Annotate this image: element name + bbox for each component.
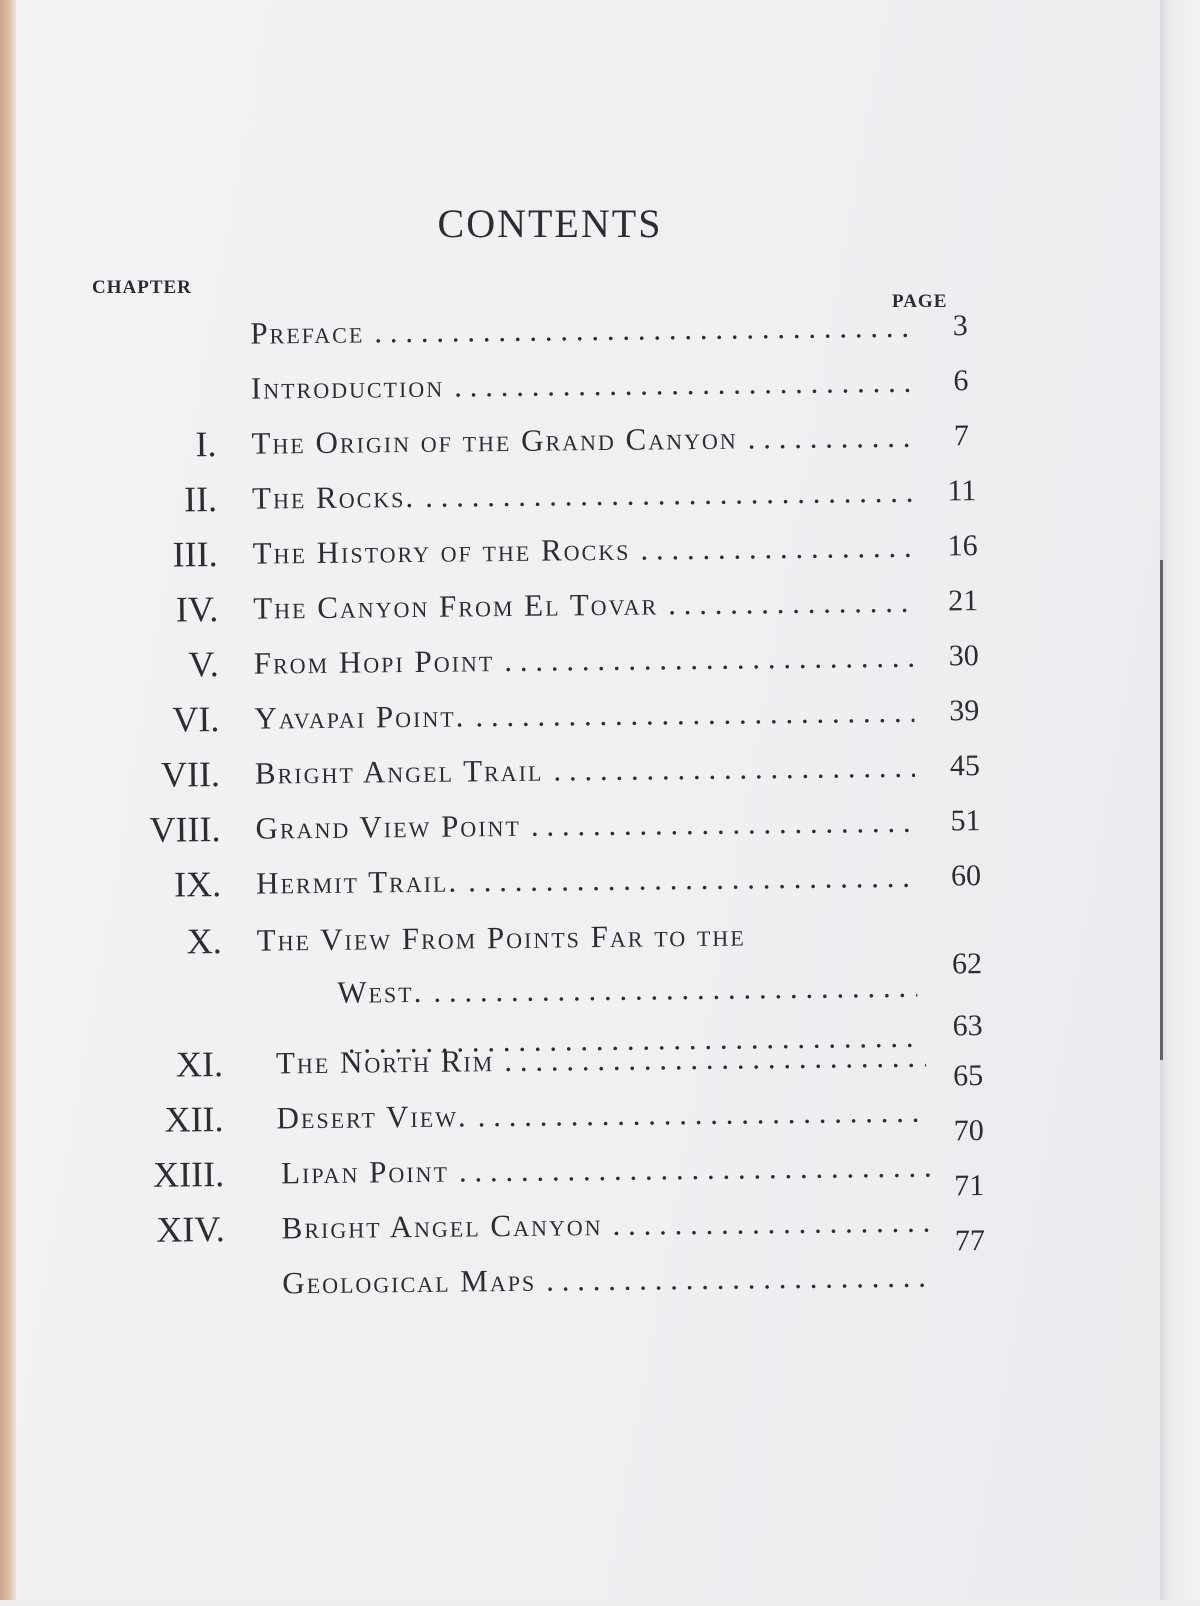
page-number: 71 [954, 1169, 985, 1203]
entry-title-row [255, 797, 915, 854]
entry-title: The Rocks. [251, 478, 416, 516]
entry-title: Lipan Point [280, 1153, 450, 1191]
page-number: 60 [950, 859, 982, 893]
dot-leader [640, 522, 913, 575]
toc-entry-geological-maps [10, 1251, 990, 1311]
dot-leader [612, 1197, 932, 1250]
dot-leader [374, 302, 911, 358]
toc-entry-chapter-3 [2, 521, 982, 581]
entry-title-row [282, 1252, 932, 1309]
page-number: 77 [954, 1224, 986, 1258]
entry-title: Bright Angel Trail [254, 752, 544, 791]
entry-title-row [281, 1197, 931, 1254]
toc-entry-chapter-1 [1, 411, 981, 471]
page-number: 65 [952, 1059, 984, 1093]
page-number: 21 [947, 584, 979, 618]
page-number: 16 [947, 529, 978, 563]
entry-title-row [250, 302, 910, 359]
entry-title: The Canyon From El Tovar [253, 586, 659, 626]
entry-title: Grand View Point [255, 807, 522, 846]
page-number: 70 [953, 1114, 984, 1148]
toc-entry-chapter-13 [9, 1141, 989, 1201]
chapter-numeral: IX. [173, 864, 222, 905]
entry-title-row [337, 962, 917, 1018]
toc-entry-chapter-5 [4, 631, 984, 691]
chapter-numeral: IV. [175, 589, 219, 630]
page-number: 51 [950, 804, 981, 838]
dot-leader [468, 852, 916, 907]
entry-title-row [281, 1142, 931, 1199]
chapter-numeral: VII. [160, 754, 221, 795]
chapter-numeral: XIII. [152, 1153, 225, 1195]
page-number: 6 [953, 364, 969, 398]
dot-leader [433, 962, 917, 1017]
dot-leader [553, 742, 915, 796]
page-title: CONTENTS [437, 201, 663, 246]
entry-title-row [253, 577, 913, 634]
chapter-numeral: II. [183, 479, 218, 520]
page-number: 63 [952, 1009, 983, 1043]
entry-title: The North Rim [275, 1043, 495, 1081]
entry-title-row [251, 412, 911, 469]
entry-title-row [252, 522, 912, 579]
entry-title-row [254, 632, 914, 689]
entry-title: Geological Maps [282, 1262, 537, 1301]
dot-leader [531, 797, 916, 851]
dot-leader [504, 1032, 926, 1086]
entry-title: Yavapai Point. [254, 698, 466, 736]
toc-entry-chapter-10 [6, 908, 986, 968]
entry-title: Desert View. [276, 1098, 468, 1136]
toc-entry-chapter-9 [6, 851, 986, 911]
chapter-numeral: XI. [175, 1043, 224, 1085]
chapter-numeral: XII. [164, 1098, 224, 1140]
toc-entry-chapter-11 [8, 1031, 988, 1091]
entry-title: From Hopi Point [253, 643, 495, 681]
chapter-numeral: V. [188, 644, 220, 685]
entry-title-row [256, 909, 916, 966]
toc-entry-introduction [1, 356, 981, 416]
entry-title: Bright Angel Canyon [281, 1207, 603, 1246]
chapter-numeral: XIV. [156, 1208, 225, 1250]
dot-leader [668, 577, 914, 630]
chapter-numeral: VI. [172, 699, 220, 740]
page-column-label: PAGE [892, 291, 948, 312]
entry-title-row [254, 687, 914, 744]
page-number: 62 [951, 947, 983, 981]
entry-title: Preface [250, 314, 365, 351]
dot-leader [747, 412, 911, 464]
page-number: 45 [949, 749, 981, 783]
toc-entry-chapter-14 [9, 1196, 989, 1256]
page-number: 39 [949, 694, 980, 728]
entry-title: The View From Points Far to the [256, 917, 746, 958]
toc-entry-chapter-4 [3, 576, 983, 636]
entry-title: The Origin of the Grand Canyon [251, 420, 738, 461]
entry-title-continuation: West. [337, 973, 424, 1010]
entry-title-row [255, 742, 915, 799]
page-number: 11 [947, 474, 977, 508]
toc-entry-preface [0, 301, 980, 361]
page-number: 7 [953, 419, 970, 453]
entry-title: The History of the Rocks [252, 531, 631, 571]
entry-title-row [276, 1087, 926, 1144]
chapter-numeral: VIII. [149, 809, 221, 850]
chapter-numeral: I. [195, 424, 217, 465]
chapter-numeral: X. [186, 920, 222, 962]
dot-leader [546, 1252, 933, 1306]
toc-entry-chapter-7 [5, 741, 985, 801]
page-number [945, 1251, 995, 1252]
entry-title-row [251, 357, 911, 414]
entry-title-row [252, 467, 912, 524]
toc-entry-chapter-12 [8, 1086, 988, 1146]
toc-entry-chapter-6 [4, 686, 984, 746]
dot-leader [504, 632, 914, 686]
page-number: 3 [952, 309, 968, 343]
dot-leader [477, 1087, 926, 1142]
entry-title: Hermit Trail. [255, 863, 459, 901]
entry-title-row [256, 852, 916, 909]
toc-entry-chapter-2 [2, 466, 982, 526]
chapter-column-label: CHAPTER [92, 277, 192, 298]
entry-title: Introduction [250, 368, 445, 406]
dot-leader [425, 467, 912, 522]
entry-title-row [276, 1032, 926, 1089]
chapter-numeral: III. [172, 534, 218, 575]
dot-leader [459, 1142, 932, 1197]
toc-entry-chapter-8 [5, 796, 985, 856]
page-number: 30 [948, 639, 979, 673]
dot-leader [454, 357, 911, 412]
dot-leader [475, 687, 914, 742]
